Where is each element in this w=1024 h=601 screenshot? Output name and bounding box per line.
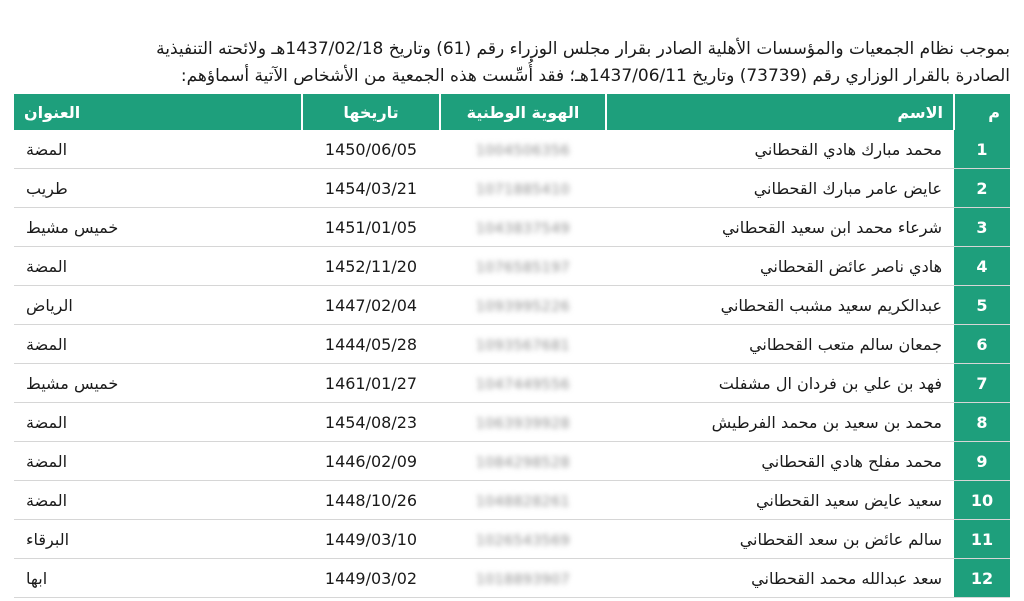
row-number: 12	[954, 559, 1010, 598]
id-date-cell	[302, 442, 440, 481]
row-number: 10	[954, 481, 1010, 520]
header-national-id: الهوية الوطنية	[440, 94, 606, 130]
member-name: هادي ناصر عائض القحطاني	[606, 247, 954, 286]
id-date: 1444/05/28	[324, 334, 418, 354]
national-id: 1004506356	[475, 142, 571, 159]
member-name: عايض عامر مبارك القحطاني	[606, 169, 954, 208]
row-number: 7	[954, 364, 1010, 403]
national-id-cell	[440, 364, 606, 403]
national-id: 1026543569	[475, 532, 571, 549]
table-row	[14, 481, 1010, 520]
id-date-cell	[302, 208, 440, 247]
id-date: 1449/03/10	[324, 529, 418, 549]
header-date: تاريخها	[302, 94, 440, 130]
national-id: 1084298528	[475, 454, 571, 471]
member-name: فهد بن علي بن فردان ال مشفلت	[606, 364, 954, 403]
row-number: 5	[954, 286, 1010, 325]
id-date-cell	[302, 286, 440, 325]
id-date: 1447/02/04	[324, 295, 418, 315]
national-id-cell	[440, 325, 606, 364]
national-id-cell	[440, 286, 606, 325]
header-address: العنوان	[14, 94, 302, 130]
national-id: 1018893907	[475, 571, 571, 588]
national-id: 1043837549	[475, 220, 571, 237]
member-name: سعيد عايض سعيد القحطاني	[606, 481, 954, 520]
id-date-cell	[302, 520, 440, 559]
national-id: 1071885410	[475, 181, 571, 198]
row-number: 11	[954, 520, 1010, 559]
member-address: خميس مشيط	[14, 208, 302, 247]
id-date-cell	[302, 325, 440, 364]
table-row	[14, 325, 1010, 364]
national-id-cell	[440, 403, 606, 442]
intro-line-2: الصادرة بالقرار الوزاري رقم (73739) وتاريخ 1437/06/11هـ؛ فقد أُسِّست هذه الجمعية من الأشخاص الآتية أسماؤهم:	[180, 66, 1010, 86]
national-id-cell	[440, 130, 606, 169]
national-id: 1093995226	[475, 298, 571, 315]
national-id: 1076585197	[475, 259, 571, 276]
table-row	[14, 442, 1010, 481]
row-number: 3	[954, 208, 1010, 247]
national-id-cell	[440, 208, 606, 247]
member-name: شرعاء محمد ابن سعيد القحطاني	[606, 208, 954, 247]
id-date-cell	[302, 559, 440, 598]
id-date: 1448/10/26	[324, 490, 418, 510]
national-id: 1047449556	[475, 376, 571, 393]
intro-line-1: بموجب نظام الجمعيات والمؤسسات الأهلية الصادر بقرار مجلس الوزراء رقم (61) وتاريخ 1437/02/18هـ ولائحته التنفيذية	[156, 39, 1010, 59]
member-name: عبدالكريم سعيد مشبب القحطاني	[606, 286, 954, 325]
member-name: سعد عبدالله محمد القحطاني	[606, 559, 954, 598]
member-address: المضة	[14, 403, 302, 442]
id-date-cell	[302, 403, 440, 442]
national-id: 1093567681	[475, 337, 571, 354]
national-id: 1063939928	[475, 415, 571, 432]
row-number: 6	[954, 325, 1010, 364]
id-date: 1454/03/21	[324, 178, 418, 198]
member-address: الرياض	[14, 286, 302, 325]
table-row	[14, 247, 1010, 286]
table-row	[14, 286, 1010, 325]
national-id-cell	[440, 442, 606, 481]
row-number: 4	[954, 247, 1010, 286]
member-name: جمعان سالم متعب القحطاني	[606, 325, 954, 364]
table-row	[14, 169, 1010, 208]
table-row	[14, 208, 1010, 247]
table-row	[14, 364, 1010, 403]
row-number: 1	[954, 130, 1010, 169]
row-number: 9	[954, 442, 1010, 481]
id-date-cell	[302, 247, 440, 286]
id-date: 1461/01/27	[324, 373, 418, 393]
national-id: 1048828261	[475, 493, 571, 510]
id-date: 1446/02/09	[324, 451, 418, 471]
header-name: الاسم	[606, 94, 954, 130]
table-row	[14, 520, 1010, 559]
founders-table	[14, 94, 1010, 598]
table-row	[14, 130, 1010, 169]
id-date-cell	[302, 130, 440, 169]
member-address: المضة	[14, 481, 302, 520]
id-date-cell	[302, 169, 440, 208]
member-address: المضة	[14, 442, 302, 481]
id-date-cell	[302, 481, 440, 520]
id-date: 1452/11/20	[324, 256, 418, 276]
row-number: 8	[954, 403, 1010, 442]
table-body	[14, 130, 1010, 598]
member-address: المضة	[14, 247, 302, 286]
id-date-cell	[302, 364, 440, 403]
national-id-cell	[440, 247, 606, 286]
header-num: م	[954, 94, 1010, 130]
id-date: 1454/08/23	[324, 412, 418, 432]
national-id-cell	[440, 169, 606, 208]
member-address: طريب	[14, 169, 302, 208]
national-id-cell	[440, 559, 606, 598]
member-address: البرقاء	[14, 520, 302, 559]
member-address: خميس مشيط	[14, 364, 302, 403]
intro-paragraph	[14, 36, 1010, 90]
member-name: سالم عائض بن سعد القحطاني	[606, 520, 954, 559]
member-name: محمد مفلح هادي القحطاني	[606, 442, 954, 481]
national-id-cell	[440, 481, 606, 520]
table-row	[14, 403, 1010, 442]
id-date: 1451/01/05	[324, 217, 418, 237]
member-name: محمد مبارك هادي القحطاني	[606, 130, 954, 169]
row-number: 2	[954, 169, 1010, 208]
member-name: محمد بن سعيد بن محمد الفرطيش	[606, 403, 954, 442]
national-id-cell	[440, 520, 606, 559]
table-header-row	[14, 94, 1010, 130]
table-row	[14, 559, 1010, 598]
id-date: 1450/06/05	[324, 139, 418, 159]
member-address: المضة	[14, 130, 302, 169]
member-address: ابها	[14, 559, 302, 598]
member-address: المضة	[14, 325, 302, 364]
id-date: 1449/03/02	[324, 568, 418, 588]
